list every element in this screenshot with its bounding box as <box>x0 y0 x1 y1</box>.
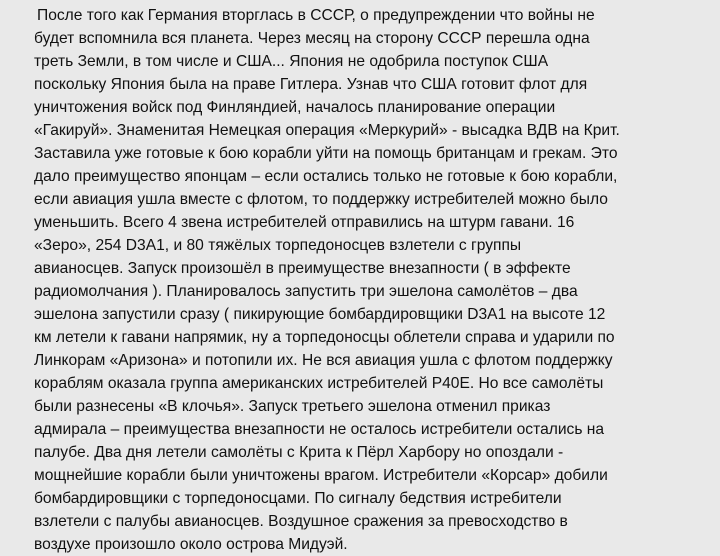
text-line: воздухе произошло около острова Мидуэй. <box>34 536 348 553</box>
text-line: радиомолчания ). Планировалось запустить три эшелона самолётов – два <box>34 283 578 300</box>
text-line: уничтожения войск под Финляндией, началось планирование операции <box>34 99 556 116</box>
text-line: кораблям оказала группа американских истребителей Р40Е. Но все самолёты <box>34 375 604 392</box>
text-line: были разнесены «В клочья». Запуск третьего эшелона отменил приказ <box>34 398 551 415</box>
text-line: км летели к гавани напрямик, ну а торпедоносцы облетели справа и ударили по <box>34 329 615 346</box>
text-line: взлетели с палубы авианосцев. Воздушное сражения за превосходство в <box>34 513 568 530</box>
text-line: эшелона запустили сразу ( пикирующие бомбардировщики D3A1 на высоте 12 <box>34 306 606 323</box>
text-line: Линкорам «Аризона» и потопили их. Не вся авиация ушла с флотом поддержку <box>34 352 613 369</box>
text-line: «Зеро», 254 D3A1, и 80 тяжёлых торпедоносцев взлетели с группы <box>34 237 522 254</box>
text-line: Заставила уже готовые к бою корабли уйти на помощь британцам и грекам. Это <box>34 145 618 162</box>
main-text-block <box>34 4 716 556</box>
text-line: авианосцев. Запуск произошёл в преимуществе внезапности ( в эффекте <box>34 260 571 277</box>
text-line: бомбардировщики с торпедоносцами. По сигналу бедствия истребители <box>34 490 562 507</box>
text-line: уменьшить. Всего 4 звена истребителей отправились на штурм гавани. 16 <box>34 214 575 231</box>
text-line: поскольку Япония была на праве Гитлера. Узнав что США готовит флот для <box>34 76 588 93</box>
text-line: треть Земли, в том числе и США... Япония не одобрила поступок США <box>34 53 549 70</box>
text-line: будет вспомнила вся планета. Через месяц на сторону СССР перешла одна <box>34 30 590 47</box>
text-line: палубе. Два дня летели самолёты с Крита к Пёрл Харбору но опоздали - <box>34 444 564 461</box>
text-line: дало преимущество японцам – если остались только не готовые к бою корабли, <box>34 168 618 185</box>
text-line: если авиация ушла вместе с флотом, то поддержку истребителей можно было <box>34 191 608 208</box>
text-line: После того как Германия вторглась в СССР, о предупреждении что войны не <box>37 7 595 24</box>
text-line: адмирала – преимущества внезапности не осталось истребители остались на <box>34 421 605 438</box>
text-line: мощнейшие корабли были уничтожены врагом. Истребители «Корсар» добили <box>34 467 608 484</box>
text-line: «Гакируй». Знаменитая Немецкая операция «Меркурий» - высадка ВДВ на Крит. <box>34 122 620 139</box>
